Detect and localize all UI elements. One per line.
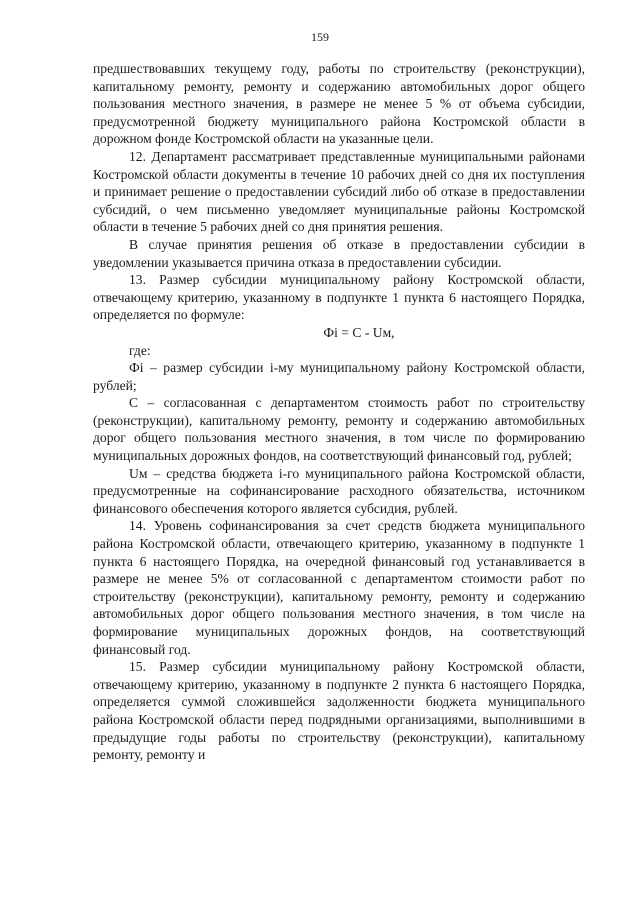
paragraph-13: 13. Размер субсидии муниципальному району Костромской области, отвечающему критерию, указанному в подпункте 1 пункта 6 настоящего Порядка, определяется по формуле: xyxy=(93,272,585,323)
definition-c: С – согласованная с департаментом стоимость работ по строительству (реконструкции), капитальному ремонту, ремонту и содержанию автомобильных дорог общего пользования местного значения, в том числе по формированию муниципальных дорожных фондов, на соответствующий финансовый год, рублей; xyxy=(93,395,585,464)
where-label: где: xyxy=(129,342,151,358)
paragraph-continuation: предшествовавших текущему году, работы по строительству (реконструкции), капитальному ремонту, ремонту и содержанию автомобильных дорог общего пользования местного значения, в размере не менее 5 % от объема субсидии, предусмотренной бюджету муниципального района Костромской области в дорожном фонде Костромской области на указанные цели. xyxy=(93,61,585,147)
paragraph-15: 15. Размер субсидии муниципальному району Костромской области, отвечающему критерию, указанному в подпункте 2 пункта 6 настоящего Порядка, определяется суммой сложившейся задолженности бюджета муниципального района Костромской области перед подрядными организациями, выполнившими в предыдущие годы работы по строительству (реконструкции), капитальному ремонту, ремонту и xyxy=(93,659,585,763)
page-number: 159 xyxy=(311,30,329,44)
document-body xyxy=(93,60,585,764)
subsidy-formula: Фi = С - Uм, xyxy=(323,324,395,340)
paragraph-12: 12. Департамент рассматривает представленные муниципальными районами Костромской области документы в течение 10 рабочих дней со дня их поступления и принимает решение о предоставлении субсидий либо об отказе в предоставлении субсидий, о чем письменно уведомляет муниципальные районы Костромской области в течение 5 рабочих дней со дня принятия решения. xyxy=(93,148,585,235)
paragraph-14: 14. Уровень софинансирования за счет средств бюджета муниципального района Костромской области, отвечающего критерию, указанному в подпункте 1 пункта 6 настоящего Порядка, на очередной финансовый год устанавливается в размере не менее 5% от согласованной с департаментом стоимости работ по строительству (реконструкции), капитальному ремонту, ремонту и содержанию автомобильных дорог общего пользования местного значения, в том числе на формирование муниципальных дорожных фондов, на соответствующий финансовый год. xyxy=(93,518,585,657)
definition-fi: Фi – размер субсидии i-му муниципальному району Костромской области, рублей; xyxy=(93,360,585,393)
paragraph-refusal-notice: В случае принятия решения об отказе в предоставлении субсидии в уведомлении указывается причина отказа в предоставлении субсидии. xyxy=(93,236,585,270)
definition-um: Uм – средства бюджета i-го муниципального района Костромской области, предусмотренные на софинансирование расходного обязательства, источником финансового обеспечения которого является субсидия, рублей. xyxy=(93,465,585,516)
